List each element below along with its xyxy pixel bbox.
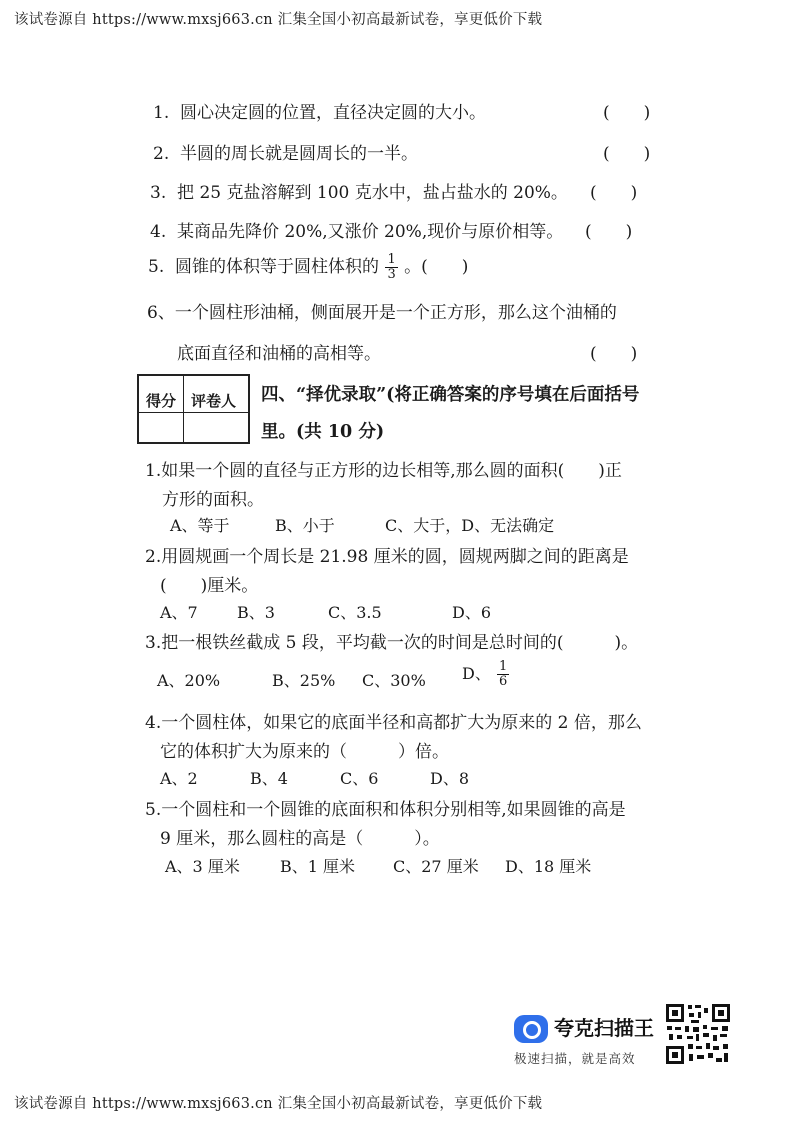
option-c: C、3.5 — [328, 603, 382, 622]
fraction-denominator: 3 — [387, 267, 396, 282]
item-number: 5. — [148, 257, 165, 277]
item-text: 把 25 克盐溶解到 100 克水中，盐占盐水的 20%。 — [177, 183, 568, 203]
choice-question-2: 2.用圆规画一个周长是 21.98 厘米的圆，圆规两脚之间的距离是 — [145, 547, 629, 567]
fraction-denominator: 6 — [498, 674, 508, 689]
score-box-divider — [183, 376, 184, 442]
choice-question-4-cont: 它的体积扩大为原来的（ ）倍。 — [160, 742, 449, 762]
fraction-numerator: 1 — [387, 252, 396, 267]
judgement-item-6 — [147, 298, 617, 323]
answer-paren-4: ( ) — [585, 222, 633, 242]
option-a: A、等于 — [170, 516, 230, 535]
source-footer: 该试卷源自 https://www.mxsj663.cn 汇集全国小初高最新试卷，享更低价下载 — [14, 1096, 543, 1112]
item-text: 一个圆柱形油桶，侧面展开是一个正方形，那么这个油桶的 — [174, 303, 617, 323]
answer-paren-1: ( ) — [603, 103, 651, 123]
item-number: 3. — [150, 183, 167, 203]
judgement-item-6-cont: 底面直径和油桶的高相等。 — [177, 344, 381, 364]
answer-paren-2: ( ) — [603, 144, 651, 164]
choice-question-2-cont: ( )厘米。 — [160, 576, 259, 596]
source-header: 该试卷源自 https://www.mxsj663.cn 汇集全国小初高最新试卷，享更低价下载 — [14, 12, 543, 28]
option-a: A、2 — [160, 769, 198, 788]
option-d: D、8 — [430, 769, 470, 788]
option-b: B、4 — [250, 769, 288, 788]
option-c: C、27 厘米 — [393, 857, 479, 876]
item-number: 4. — [150, 222, 167, 242]
item-text: 某商品先降价 20%,又涨价 20%,现价与原价相等。 — [177, 222, 564, 242]
judgement-item-3 — [150, 178, 568, 203]
fraction-numerator: 1 — [498, 659, 508, 674]
option-d — [462, 660, 510, 689]
choice-question-1: 1.如果一个圆的直径与正方形的边长相等,那么圆的面积( )正 — [145, 461, 622, 481]
option-b: B、3 — [237, 603, 275, 622]
option-c: C、30% — [362, 671, 426, 690]
option-d: D、6 — [452, 603, 492, 622]
option-c: C、6 — [340, 769, 379, 788]
answer-paren-6: ( ) — [590, 344, 638, 364]
section-title: 四、“择优录取”(将正确答案的序号填在后面括号 — [261, 385, 640, 405]
judgement-item-4 — [150, 217, 563, 242]
item-number: 2. — [153, 144, 170, 164]
choice-question-3: 3.把一根铁丝截成 5 段，平均截一次的时间是总时间的( )。 — [145, 633, 639, 653]
option-d: D、18 厘米 — [505, 857, 592, 876]
item-text: 圆心决定圆的位置，直径决定圆的大小。 — [180, 103, 487, 123]
choice-question-1-cont: 方形的面积。 — [162, 490, 264, 510]
score-box-divider — [139, 412, 248, 413]
option-a: A、20% — [157, 671, 221, 690]
item-text: 半圆的周长就是圆周长的一半。 — [180, 144, 419, 164]
qr-code-icon — [665, 1003, 731, 1065]
grader-label: 评卷人 — [191, 392, 237, 410]
watermark-slogan: 极速扫描，就是高效 — [514, 1051, 636, 1066]
option-b: B、小于 — [275, 516, 335, 535]
watermark-app-name: 夸克扫描王 — [554, 1016, 654, 1040]
judgement-item-2 — [153, 139, 418, 164]
option-a: A、3 厘米 — [165, 857, 240, 876]
quark-logo-icon — [514, 1015, 548, 1043]
option-b: B、1 厘米 — [280, 857, 356, 876]
answer-paren-3: ( ) — [590, 183, 638, 203]
choice-question-5: 5.一个圆柱和一个圆锥的底面积和体积分别相等,如果圆锥的高是 — [145, 800, 626, 820]
fraction-one-third — [385, 253, 397, 282]
option-d-label: D、 — [462, 664, 491, 683]
item-after: 。( ) — [404, 257, 469, 277]
choice-question-5-cont: 9 厘米，那么圆柱的高是（ ）。 — [160, 829, 440, 849]
item-text: 圆锥的体积等于圆柱体积的 — [175, 257, 380, 277]
score-label: 得分 — [146, 392, 177, 410]
option-a: A、7 — [160, 603, 198, 622]
option-b: B、25% — [272, 671, 336, 690]
option-c-d: C、大于，D、无法确定 — [385, 516, 555, 535]
score-box — [137, 374, 250, 444]
section-title-cont: 里。(共 10 分) — [261, 422, 385, 442]
judgement-item-5 — [148, 252, 468, 282]
fraction-one-sixth — [497, 660, 509, 689]
item-number: 6、 — [147, 303, 175, 323]
choice-question-4: 4.一个圆柱体，如果它的底面半径和高都扩大为原来的 2 倍，那么 — [145, 713, 642, 733]
item-number: 1. — [153, 103, 170, 123]
judgement-item-1 — [153, 98, 486, 123]
